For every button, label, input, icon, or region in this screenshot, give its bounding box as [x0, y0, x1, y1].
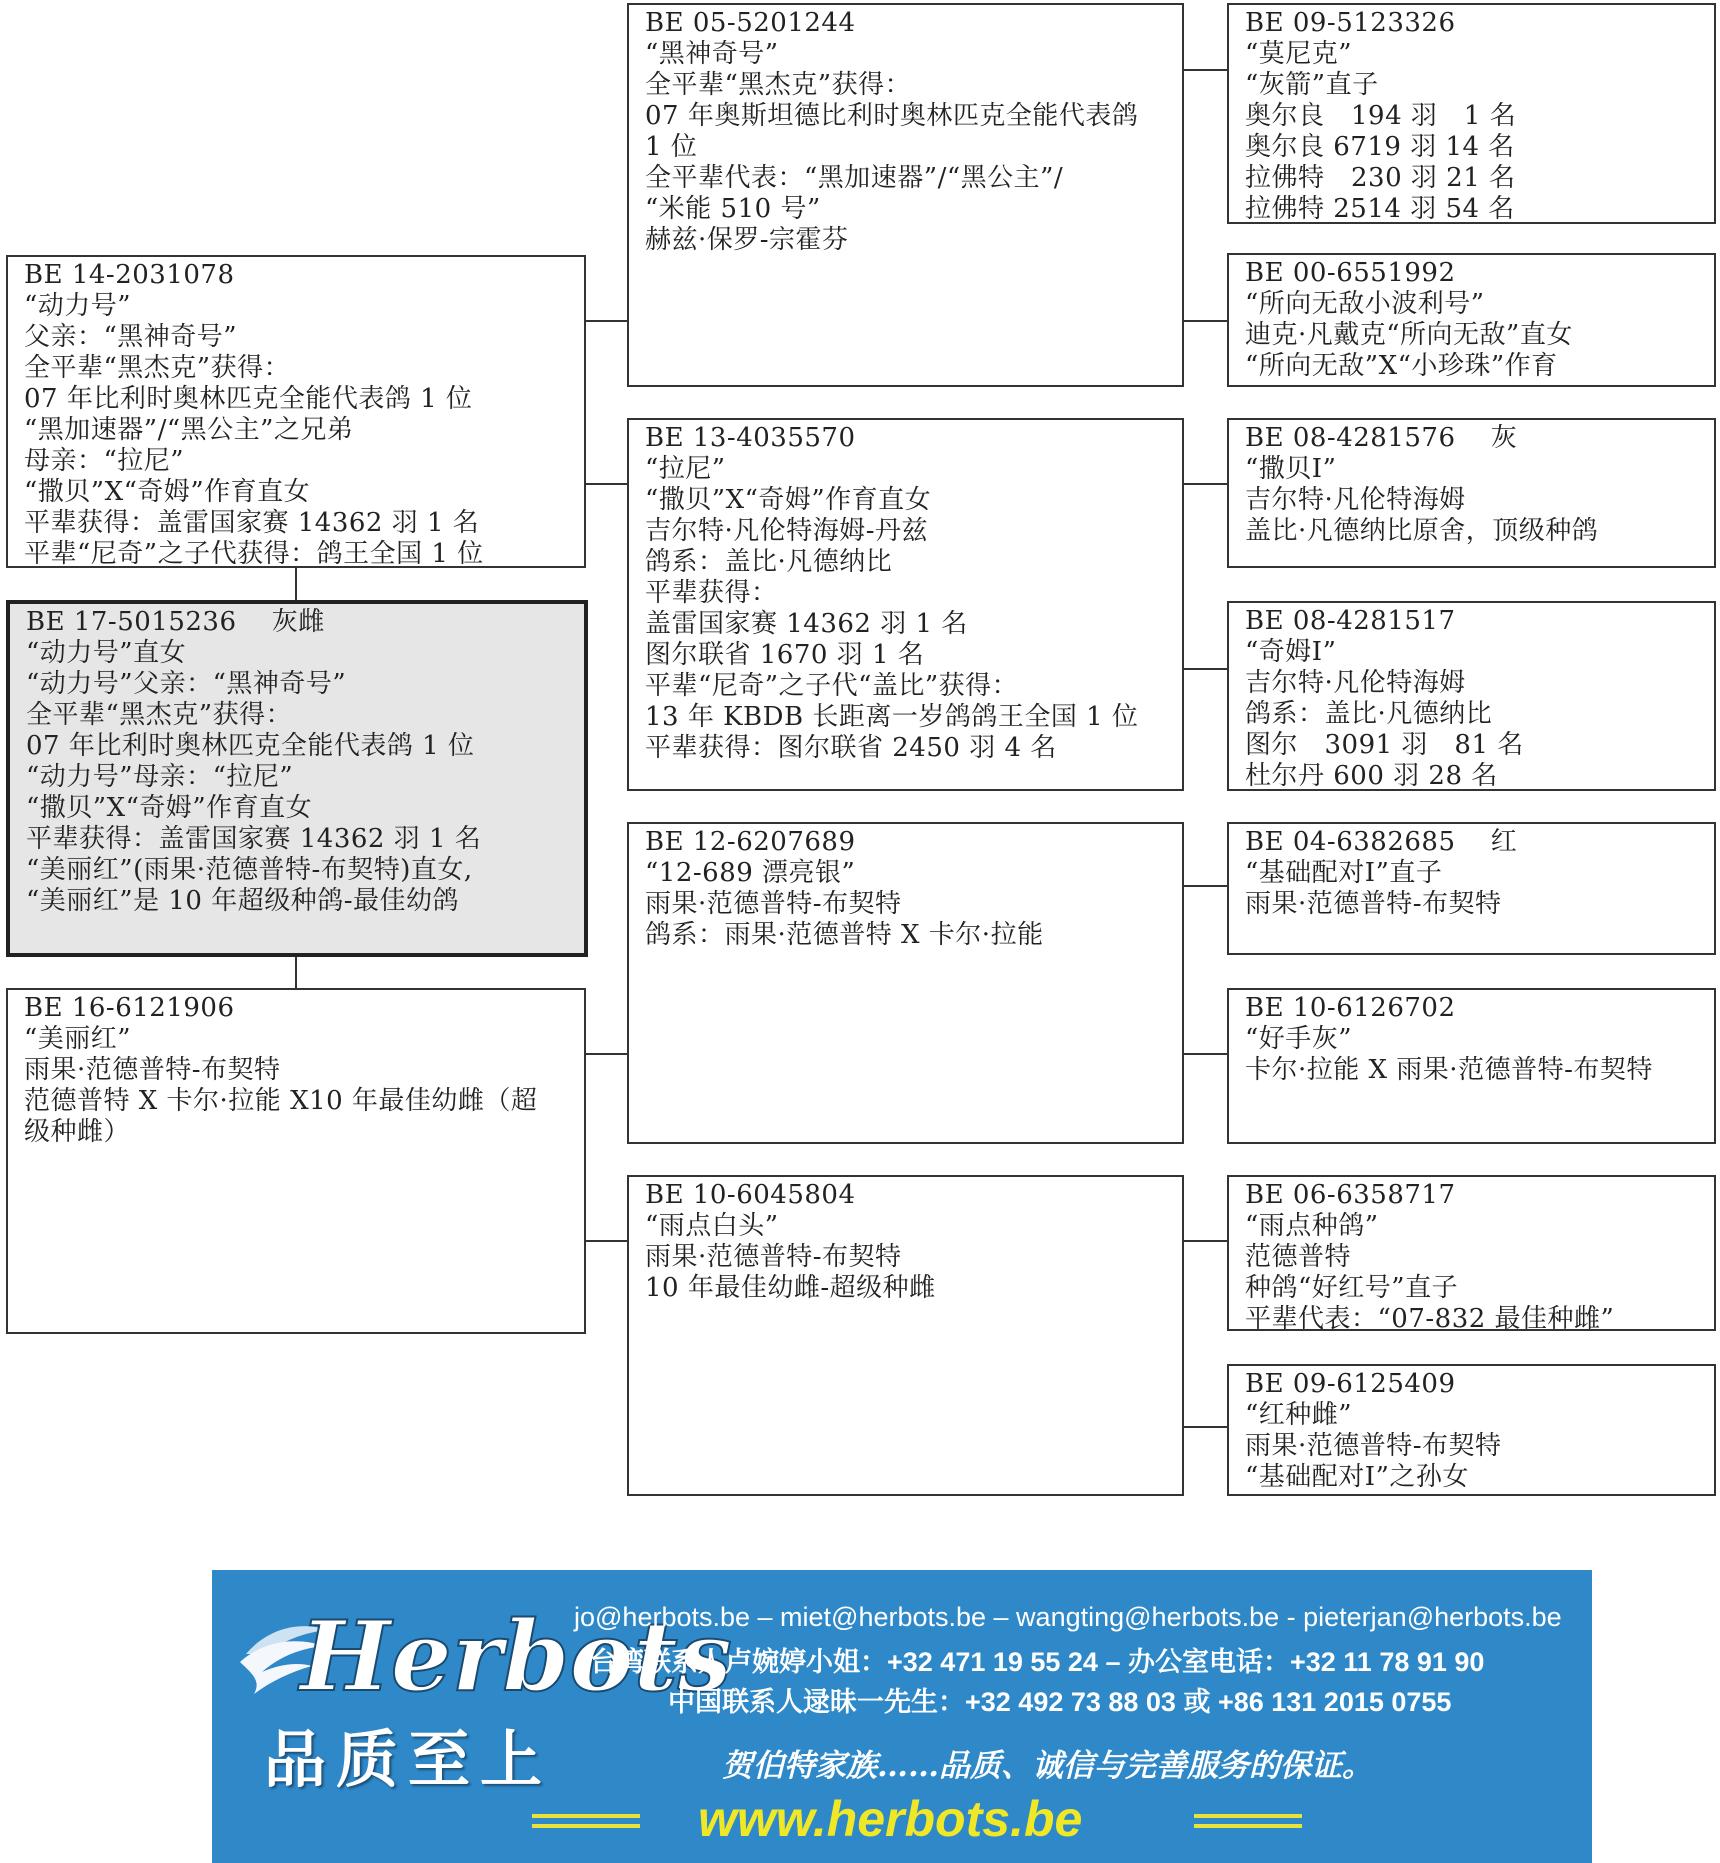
subject-line: “美丽红”(雨果·范德普特-布契特)直女,	[26, 855, 473, 885]
dam-line: 范德普特 X 卡尔·拉能 X10 年最佳幼雌（超	[24, 1086, 538, 1116]
logo-wordmark: Herbots	[300, 1600, 732, 1713]
gp2-line: 图尔联省 1670 羽 1 名	[645, 640, 925, 670]
great-grandparent-card-7	[1227, 1175, 1716, 1334]
gp2-line: 平辈获得：	[645, 578, 778, 608]
connector-line	[1182, 1240, 1228, 1242]
gp3-line: BE 12-6207689	[645, 827, 856, 857]
gp1-line: 1 位	[645, 132, 698, 162]
subject-line: “动力号”直女	[26, 638, 187, 668]
subject-card	[6, 600, 588, 957]
sire-line: 全平辈“黑杰克”获得：	[24, 353, 291, 383]
ggp7-line: “雨点种鸽”	[1245, 1211, 1379, 1241]
connector-line	[584, 1053, 628, 1055]
ggp3-line: 盖比·凡德纳比原舍，顶级种鸽	[1245, 516, 1599, 546]
great-grandparent-card-5	[1227, 822, 1716, 955]
ggp1-line: 拉佛特 2514 羽 54 名	[1245, 194, 1515, 224]
ggp4-line: BE 08-4281517	[1245, 606, 1456, 636]
connector-line	[584, 483, 628, 485]
great-grandparent-card-3	[1227, 418, 1716, 568]
ggp7-line: 平辈代表：“07-832 最佳种雌”	[1245, 1304, 1615, 1334]
ggp3-line: “撒贝Ⅰ”	[1245, 454, 1337, 484]
gp2-line: 平辈“尼奇”之子代“盖比”获得：	[645, 671, 1019, 701]
subject-line: “动力号”父亲：“黑神奇号”	[26, 669, 347, 699]
gp3-line: “12-689 漂亮银”	[645, 858, 856, 888]
ggp1-line: 拉佛特 230 羽 21 名	[1245, 163, 1516, 193]
ggp6-line: “好手灰”	[1245, 1024, 1353, 1054]
gp3-line: 雨果·范德普特-布契特	[645, 889, 902, 919]
gp3-line: 鸽系：雨果·范德普特 X 卡尔·拉能	[645, 920, 1044, 950]
connector-line	[1182, 320, 1228, 322]
ggp5-line: “基础配对Ⅰ”直子	[1245, 858, 1443, 888]
subject-line: “撒贝”X“奇姆”作育直女	[26, 793, 313, 823]
connector-line	[1182, 1426, 1228, 1428]
ggp4-line: 图尔 3091 羽 81 名	[1245, 730, 1524, 760]
ggp2-line: “所向无敌”X“小珍珠”作育	[1245, 351, 1558, 381]
dam-card	[6, 988, 586, 1334]
ggp1-line: 奥尔良 194 羽 1 名	[1245, 101, 1517, 131]
gp2-line: BE 13-4035570	[645, 423, 856, 453]
subject-line: BE 17-5015236 灰雌	[26, 607, 325, 637]
decorative-dash-right	[1194, 1814, 1302, 1818]
sire-line: BE 14-2031078	[24, 260, 235, 290]
herbots-logo	[232, 1590, 732, 1720]
gp4-line: “雨点白头”	[645, 1211, 779, 1241]
grandparent-card-3	[627, 822, 1184, 1144]
gp1-line: 全平辈“黑杰克”获得：	[645, 70, 912, 100]
ggp2-line: “所向无敌小波利号”	[1245, 289, 1485, 319]
gp2-line: “撒贝”X“奇姆”作育直女	[645, 485, 932, 515]
sire-line: 平辈获得：盖雷国家赛 14362 羽 1 名	[24, 508, 480, 538]
connector-line	[295, 955, 297, 989]
ggp3-line: 吉尔特·凡伦特海姆	[1245, 485, 1466, 515]
ggp7-line: 种鸽“好红号”直子	[1245, 1273, 1459, 1303]
gp1-line: “米能 510 号”	[645, 194, 821, 224]
dam-line: 级种雌）	[24, 1117, 131, 1147]
subject-line: 全平辈“黑杰克”获得：	[26, 700, 293, 730]
gp1-line: 07 年奥斯坦德比利时奥林匹克全能代表鸽	[645, 101, 1139, 131]
great-grandparent-card-8	[1227, 1364, 1716, 1496]
ggp6-line: 卡尔·拉能 X 雨果·范德普特-布契特	[1245, 1055, 1653, 1085]
ggp6-line: BE 10-6126702	[1245, 993, 1456, 1023]
gp2-line: 吉尔特·凡伦特海姆-丹兹	[645, 516, 929, 546]
gp4-line: BE 10-6045804	[645, 1180, 856, 1210]
sire-line: “撒贝”X“奇姆”作育直女	[24, 477, 311, 507]
website-link[interactable]: www.herbots.be	[698, 1791, 1083, 1847]
subject-line: 07 年比利时奥林匹克全能代表鸽 1 位	[26, 731, 475, 761]
dam-line: BE 16-6121906	[24, 993, 235, 1023]
ggp2-line: 迪克·凡戴克“所向无敌”直女	[1245, 320, 1573, 350]
ggp8-line: 雨果·范德普特-布契特	[1245, 1431, 1502, 1461]
sire-line: “黑加速器”/“黑公主”之兄弟	[24, 415, 354, 445]
slogan: 品质至上	[264, 1723, 553, 1796]
email-list[interactable]: jo@herbots.be – miet@herbots.be – wangting@herbots.be - pieterjan@herbots.be	[574, 1602, 1562, 1632]
sire-line: 平辈“尼奇”之子代获得：鸽王全国 1 位	[24, 539, 484, 569]
sire-line: “动力号”	[24, 291, 132, 321]
gp2-line: 13 年 KBDB 长距离一岁鸽鸽王全国 1 位	[645, 702, 1139, 732]
subject-line: “动力号”母亲：“拉尼”	[26, 762, 294, 792]
gp1-line: 赫兹·保罗-宗霍芬	[645, 225, 849, 255]
sire-card	[6, 255, 586, 568]
ggp2-line: BE 00-6551992	[1245, 258, 1456, 288]
ggp4-line: 杜尔丹 600 羽 28 名	[1245, 761, 1498, 791]
ggp5-line: BE 04-6382685 红	[1245, 827, 1518, 857]
decorative-dash-right	[1194, 1824, 1302, 1828]
connector-line	[584, 1240, 628, 1242]
ggp4-line: 吉尔特·凡伦特海姆	[1245, 668, 1466, 698]
connector-line	[1182, 69, 1228, 71]
ggp7-line: 范德普特	[1245, 1242, 1352, 1272]
sire-line: 07 年比利时奥林匹克全能代表鸽 1 位	[24, 384, 473, 414]
connector-line	[295, 566, 297, 602]
gp2-line: 平辈获得：图尔联省 2450 羽 4 名	[645, 733, 1057, 763]
ggp1-line: BE 09-5123326	[1245, 8, 1456, 38]
ggp8-line: BE 09-6125409	[1245, 1369, 1456, 1399]
gp4-line: 10 年最佳幼雌-超级种雌	[645, 1273, 936, 1303]
gp1-line: “黑神奇号”	[645, 39, 779, 69]
subject-line: 平辈获得：盖雷国家赛 14362 羽 1 名	[26, 824, 482, 854]
great-grandparent-card-4	[1227, 601, 1716, 791]
gp1-line: 全平辈代表：“黑加速器”/“黑公主”/	[645, 163, 1064, 193]
ggp4-line: “奇姆Ⅰ”	[1245, 637, 1337, 667]
grandparent-card-4	[627, 1175, 1184, 1496]
decorative-dash-left	[532, 1824, 640, 1828]
subject-line: “美丽红”是 10 年超级种鸽-最佳幼鸽	[26, 886, 459, 916]
gp2-line: “拉尼”	[645, 454, 726, 484]
connector-line	[1182, 1053, 1228, 1055]
great-grandparent-card-2	[1227, 253, 1716, 387]
ggp8-line: “基础配对Ⅰ”之孙女	[1245, 1462, 1469, 1492]
grandparent-card-1	[627, 3, 1184, 387]
sire-line: 父亲：“黑神奇号”	[24, 322, 238, 352]
gp4-line: 雨果·范德普特-布契特	[645, 1242, 902, 1272]
dam-line: 雨果·范德普特-布契特	[24, 1055, 281, 1085]
connector-line	[584, 320, 628, 322]
ggp8-line: “红种雌”	[1245, 1400, 1353, 1430]
connector-line	[1182, 885, 1228, 887]
gp1-line: BE 05-5201244	[645, 8, 856, 38]
tagline: 贺伯特家族……品质、诚信与完善服务的保证。	[722, 1748, 1373, 1784]
dam-line: “美丽红”	[24, 1024, 132, 1054]
connector-line	[1182, 483, 1228, 485]
ggp1-line: “莫尼克”	[1245, 39, 1353, 69]
china-contact: 中国联系人逯昧一先生：+32 492 73 88 03 或 +86 131 2015 0755	[668, 1687, 1452, 1717]
ggp7-line: BE 06-6358717	[1245, 1180, 1456, 1210]
connector-line	[1182, 668, 1228, 670]
grandparent-card-2	[627, 418, 1184, 791]
ggp1-line: 奥尔良 6719 羽 14 名	[1245, 132, 1515, 162]
decorative-dash-left	[532, 1814, 640, 1818]
sire-line: 母亲：“拉尼”	[24, 446, 185, 476]
ggp3-line: BE 08-4281576 灰	[1245, 423, 1518, 453]
ggp5-line: 雨果·范德普特-布契特	[1245, 889, 1502, 919]
taiwan-contact: 台湾联系人卢婉婷小姐：+32 471 19 55 24 – 办公室电话：+32 11 78 91 90	[590, 1647, 1485, 1677]
great-grandparent-card-1	[1227, 3, 1716, 224]
ggp1-line: “灰箭”直子	[1245, 70, 1379, 100]
herbots-banner	[212, 1570, 1592, 1863]
gp2-line: 鸽系：盖比·凡德纳比	[645, 547, 893, 577]
great-grandparent-card-6	[1227, 988, 1716, 1144]
gp2-line: 盖雷国家赛 14362 羽 1 名	[645, 609, 968, 639]
ggp4-line: 鸽系：盖比·凡德纳比	[1245, 699, 1493, 729]
